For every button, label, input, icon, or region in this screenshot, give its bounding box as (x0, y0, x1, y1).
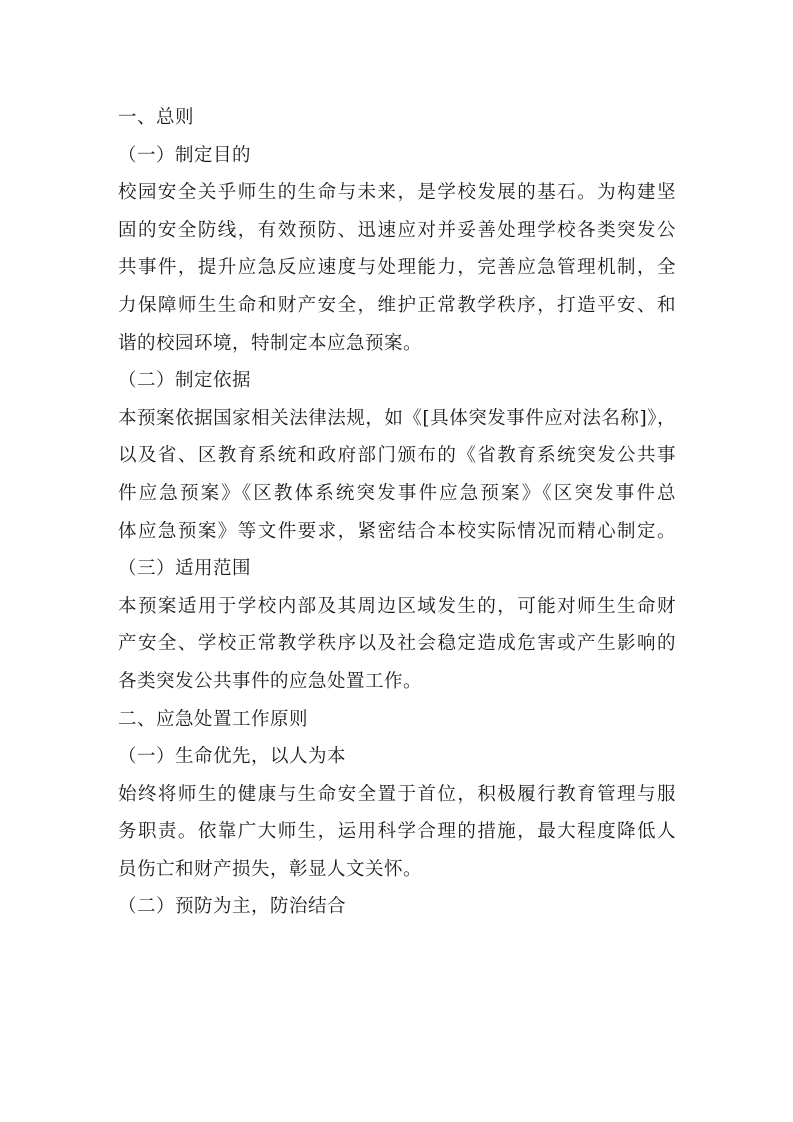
section-heading-principles: 二、应急处置工作原则 (118, 708, 309, 730)
subheading-life-first: （一）生命优先，以人为本 (118, 746, 347, 768)
subheading-prevention: （二）预防为主，防治结合 (118, 896, 347, 918)
paragraph-line: 始终将师生的健康与生命安全置于首位，积极履行教育管理与服 (118, 783, 676, 805)
paragraph-line: 务职责。依靠广大师生，运用科学合理的措施，最大程度降低人 (118, 821, 676, 843)
paragraph-line: 体应急预案》等文件要求，紧密结合本校实际情况而精心制定。 (118, 520, 676, 542)
paragraph-line: 谐的校园环境，特制定本应急预案。 (118, 332, 423, 354)
paragraph-line: 固的安全防线，有效预防、迅速应对并妥善处理学校各类突发公 (118, 219, 676, 241)
paragraph-line: 员伤亡和财产损失，彰显人文关怀。 (118, 858, 423, 880)
subheading-basis: （二）制定依据 (118, 370, 252, 392)
paragraph-line: 以及省、区教育系统和政府部门颁布的《省教育系统突发公共事 (118, 445, 676, 467)
section-heading-general: 一、总则 (118, 107, 195, 128)
paragraph-line: 本预案依据国家相关法律法规，如《[具体突发事件应对法名称]》， (118, 407, 676, 429)
subheading-scope: （三）适用范围 (118, 558, 252, 580)
paragraph-line: 各类突发公共事件的应急处置工作。 (118, 670, 423, 692)
paragraph-line: 校园安全关乎师生的生命与未来，是学校发展的基石。为构建坚 (118, 182, 676, 204)
paragraph-line: 产安全、学校正常教学秩序以及社会稳定造成危害或产生影响的 (118, 633, 676, 655)
subheading-purpose: （一）制定目的 (118, 144, 252, 166)
paragraph-line: 力保障师生生命和财产安全，维护正常教学秩序，打造平安、和 (118, 294, 676, 316)
document-page (118, 99, 676, 926)
paragraph-line: 本预案适用于学校内部及其周边区域发生的，可能对师生生命财 (118, 595, 676, 617)
paragraph-line: 件应急预案》《区教体系统突发事件应急预案》《区突发事件总 (118, 482, 676, 504)
paragraph-line: 共事件，提升应急反应速度与处理能力，完善应急管理机制，全 (118, 257, 676, 279)
